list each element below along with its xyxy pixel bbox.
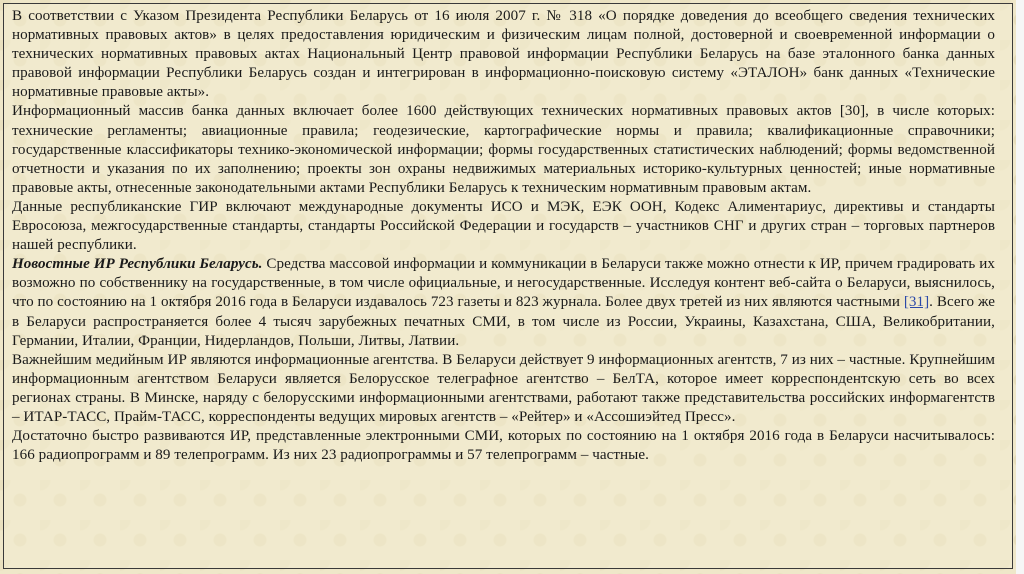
paragraph-republican-gir: Данные республиканские ГИР включают международные документы ИСО и МЭК, ЕЭК ООН, Кодекс Алиментариус, директивы и стандарты Евросоюза, межгосударственные стандарты, стандарты Российской Федерации и государств – участников СНГ и других стран – торговых партнеров нашей республики.: [12, 198, 995, 254]
citation-31-link[interactable]: [31]: [903, 294, 930, 311]
paragraph-electronic-media: Достаточно быстро развиваются ИР, представленные электронными СМИ, которых по состоянию на 1 октября 2016 года в Беларуси насчитывалось: 166 радиопрограмм и 89 телепрограмм. Из них 23 радиопрограммы и 57 телепрограмм – частные.: [12, 428, 995, 464]
document-text: [12, 7, 995, 465]
paragraph-news-ir: [12, 255, 995, 350]
paragraph-data-array: Информационный массив банка данных включает более 1600 действующих технических нормативных правовых актов [30], в числе которых: технические регламенты; авиационные правила; геодезические, картографические нормы и правила; квалификационные справочники; государственные классификаторы технико-экономической информации; формы государственных статистических наблюдений; формы ведомственной отчетности и указания по их заполнению; проекты зон охраны недвижимых материальных историко-культурных ценностей; иные нормативные правовые акты, отнесенные законодательными актами Республики Беларусь к техническим нормативным правовым актам.: [12, 103, 995, 196]
news-ir-text-part2: . Всего же в Беларуси распространяется более 4 тысяч зарубежных печатных СМИ, в том числе из России, Украины, Казахстана, США, Великобритании, Германии, Италии, Франции, Нидерландов, Польши, Литвы, Латвии.: [12, 294, 996, 349]
scrollbar[interactable]: [1016, 0, 1024, 574]
paragraph-news-agencies: Важнейшим медийным ИР являются информационные агентства. В Беларуси действует 9 информационных агентств, 7 из них – частные. Крупнейшим информационным агентством Беларуси является Белорусское телеграфное агентство – БелТА, которое имеет корреспондентскую сеть во всех регионах страны. В Минске, наряду с белорусскими информационными агентствами, работают также представительства российских информагентств – ИТАР-ТАСС, Прайм-ТАСС, корреспонденты ведущих мировых агентств – «Рейтер» и «Ассошиэйтед Пресс».: [12, 351, 995, 425]
news-ir-text-part1: Средства массовой информации и коммуникации в Беларуси также можно отнести к ИР, причем градировать их возможно по собственнику на государственные, в том числе официальные, и негосударственные. Исследуя контент веб-сайта о Беларуси, выяснилось, что по состоянию на 1 октября 2016 года в Беларуси издавалось 723 газеты и 823 журнала. Более двух третей из них являются частными: [12, 256, 996, 311]
paragraph-etalon: В соответствии с Указом Президента Республики Беларусь от 16 июля 2007 г. № 318 «О порядке доведения до всеобщего сведения технических нормативных правовых актов» в целях предоставления юридическим и физическим лицам полной, достоверной и своевременной информации о технических нормативных правовых актах Национальный Центр правовой информации Республики Беларусь на базе эталонного банка данных правовой информации Республики Беларусь создан и интегрирован в информационно-поисковую систему «ЭТАЛОН» банк данных «Технические нормативные правовые акты».: [12, 8, 995, 101]
news-ir-heading: Новостные ИР Республики Беларусь.: [12, 256, 263, 273]
